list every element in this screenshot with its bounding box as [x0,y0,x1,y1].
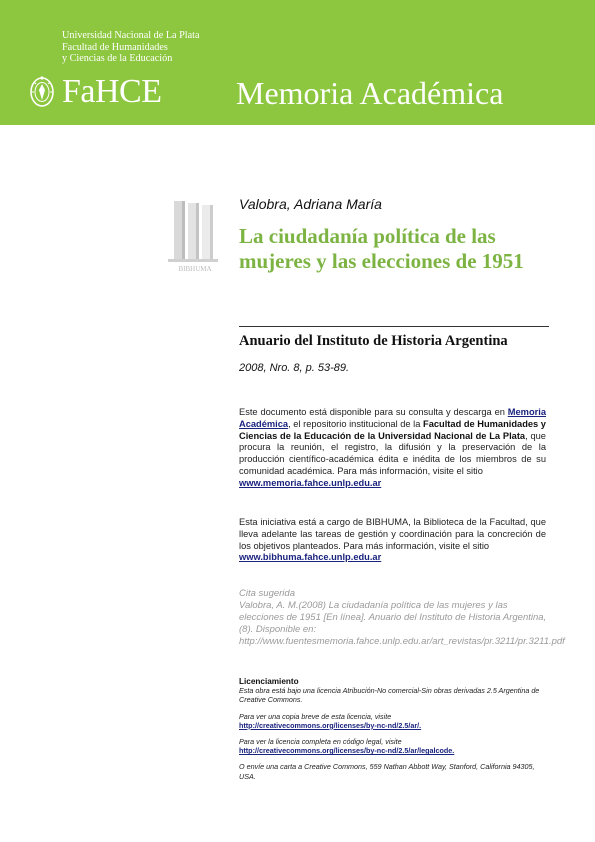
info-text: Este documento está disponible para su consulta y descarga en [239,407,508,417]
journal-name: Anuario del Instituto de Historia Argentina [239,333,508,349]
university-line-3: y Ciencias de la Educación [62,53,173,64]
bibhuma-columns-logo-icon [164,195,226,277]
info-text: Esta iniciativa está a cargo de BIBHUMA, la Biblioteca de la Facultad, que lleva adelante las tareas de gestión y coordinación para la concreción de los objetivos planteados. Para más información, visite el sitio [239,517,546,551]
license-full-link[interactable]: http://creativecommons.org/licenses/by-nc-nd/2.5/ar/legalcode. [239,746,455,756]
header-banner [0,0,595,125]
divider [239,326,549,327]
faculty-name: Facultad de Humanidades y Ciencias de la Educación de la Universidad Nacional de La Plata [239,418,546,441]
info-paragraph-1 [239,407,546,490]
license-heading: Licenciamiento [239,677,299,686]
university-line-1: Universidad Nacional de La Plata [62,30,200,41]
document-title: La ciudadanía política de las mujeres y las elecciones de 1951 [239,224,524,273]
license-short-label: Para ver una copia breve de esta licencia, visite [239,711,392,721]
license-text: Esta obra está bajo una licencia Atribución-No comercial-Sin obras derivadas 2.5 Argentina de Creative Commons. [239,686,540,705]
license-short-link[interactable]: http://creativecommons.org/licenses/by-nc-nd/2.5/ar/. [239,720,422,730]
repository-name: Memoria Académica [236,75,504,111]
info-text: , que procura la reunión, el registro, la difusión y la preservación de la producción científico-académica édita e inédita de los miembros de su comunidad académica. Para más información, visite el sitio [239,430,546,476]
license-block [239,677,549,781]
license-full-label: Para ver la licencia completa en código legal, visite [239,737,402,747]
citation-detail: 2008, Nro. 8, p. 53-89. [239,362,350,374]
university-lines [62,30,199,65]
logo-caption: BIBHUMA [178,265,212,273]
info-text: , el repositorio institucional de la [288,418,424,429]
memoria-url-link[interactable]: www.memoria.fahce.unlp.edu.ar [239,477,382,488]
bibhuma-url-link[interactable]: www.bibhuma.fahce.unlp.edu.ar [239,552,382,563]
author-name: Valobra, Adriana María [239,196,382,212]
fahce-brand: FaHCE [62,73,162,110]
university-line-2: Facultad de Humanidades [62,41,168,53]
info-paragraph-2 [239,517,546,564]
license-address: O envíe una carta a Creative Commons, 559 Nathan Abbott Way, Stanford, California 94305, USA. [239,762,535,781]
unlp-seal-icon [28,74,56,110]
citation-text: Valobra, A. M.(2008) La ciudadanía política de las mujeres y las elecciones de 1951 [En línea]. Anuario del Instituto de Historia Argentina, (8). Disponible en: http://www.fuentesmemoria.fahce.unlp.edu.ar/art_revistas/pr.3211/pr.3211.pdf [239,600,565,647]
suggested-citation [239,588,565,648]
memoria-academica-link[interactable]: Memoria Académica [239,407,546,429]
citation-label: Cita sugerida [239,588,295,599]
